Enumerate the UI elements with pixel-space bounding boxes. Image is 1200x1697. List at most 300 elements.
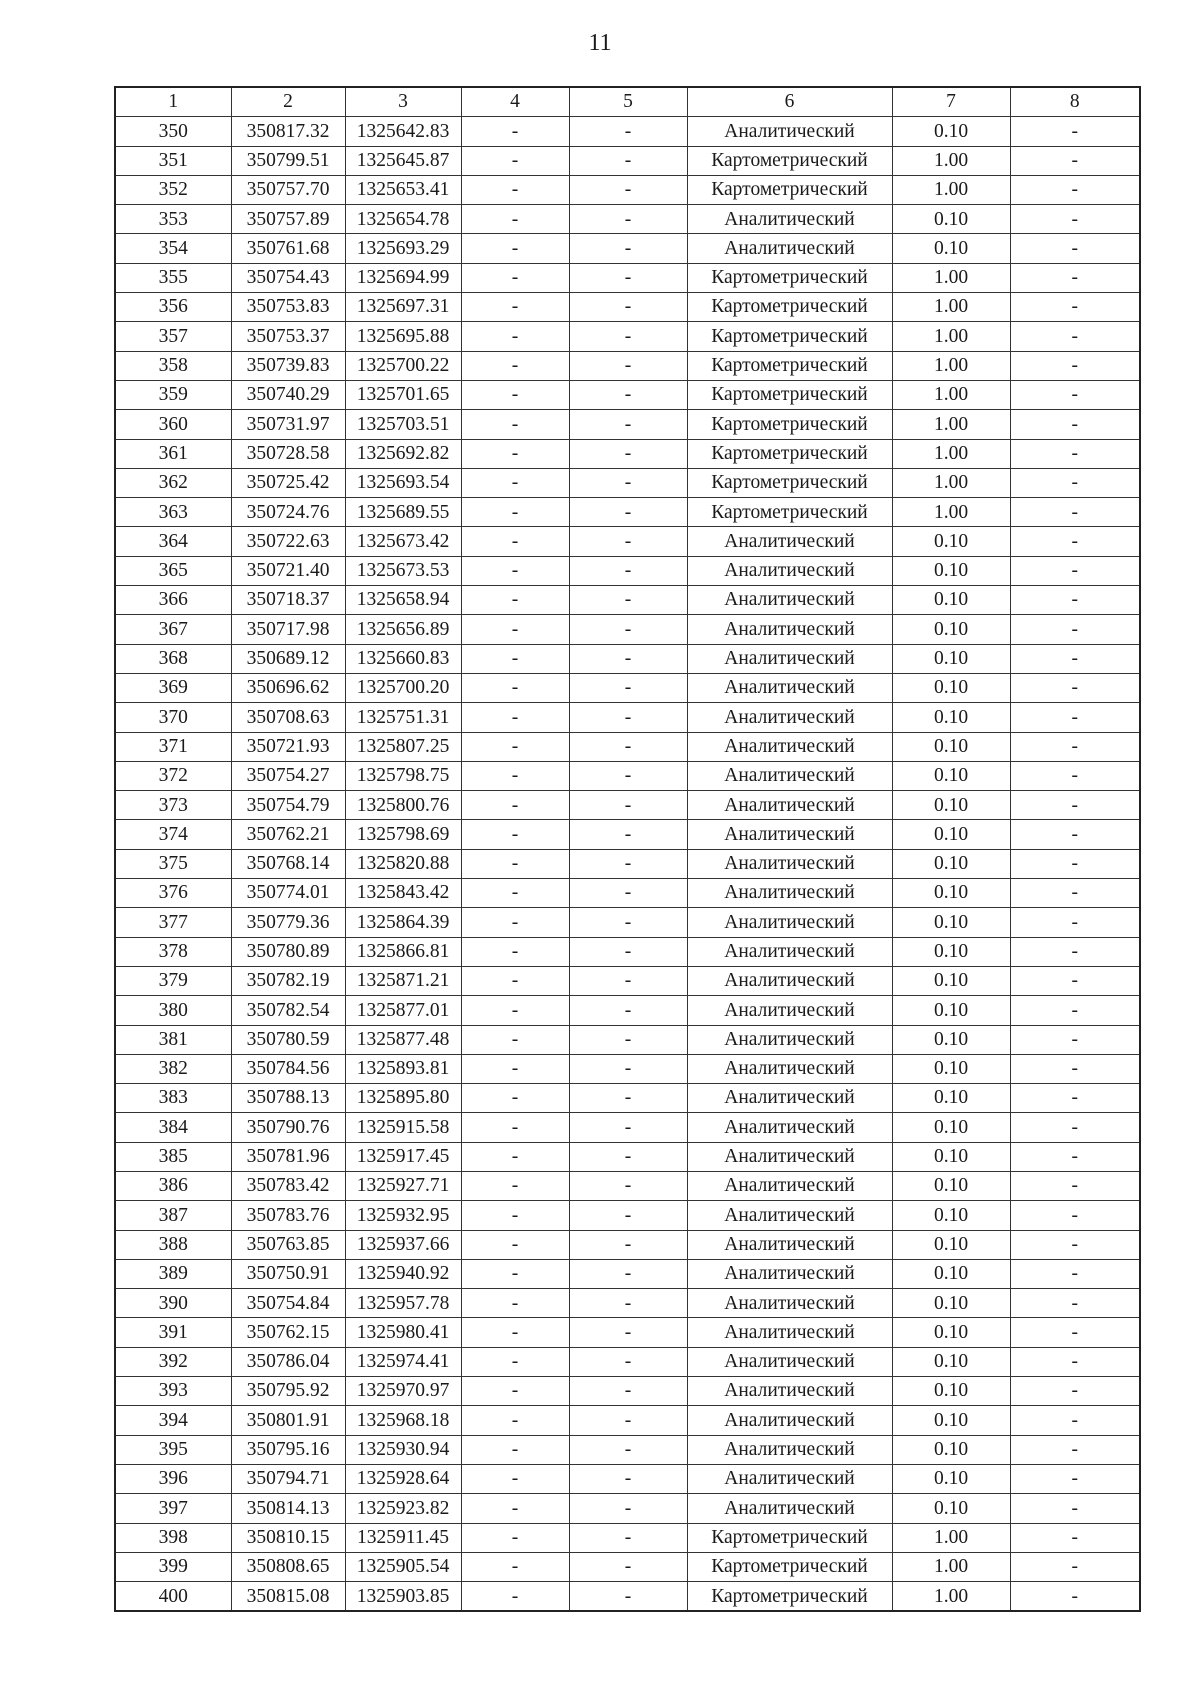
col8-cell: -: [1010, 732, 1140, 761]
table-row: [115, 1347, 1140, 1376]
method-cell: Аналитический: [687, 1201, 892, 1230]
method-cell: Аналитический: [687, 1259, 892, 1288]
col4-cell: -: [461, 175, 569, 204]
col5-cell: -: [569, 1201, 687, 1230]
x-coordinate-cell: 350788.13: [231, 1084, 345, 1113]
method-cell: Аналитический: [687, 937, 892, 966]
y-coordinate-cell: 1325697.31: [345, 293, 461, 322]
col4-cell: -: [461, 117, 569, 146]
col5-cell: -: [569, 322, 687, 351]
table-row: [115, 879, 1140, 908]
table-row: [115, 498, 1140, 527]
col5-cell: -: [569, 1230, 687, 1259]
method-cell: Аналитический: [687, 644, 892, 673]
method-cell: Аналитический: [687, 556, 892, 585]
accuracy-cell: 1.00: [892, 263, 1010, 292]
method-cell: Аналитический: [687, 1318, 892, 1347]
accuracy-cell: 1.00: [892, 146, 1010, 175]
table-row: [115, 293, 1140, 322]
point-number-cell: 355: [115, 263, 231, 292]
method-cell: Аналитический: [687, 615, 892, 644]
col8-cell: -: [1010, 1113, 1140, 1142]
method-cell: Аналитический: [687, 1435, 892, 1464]
y-coordinate-cell: 1325658.94: [345, 586, 461, 615]
point-number-cell: 396: [115, 1464, 231, 1493]
method-cell: Картометрический: [687, 468, 892, 497]
method-cell: Аналитический: [687, 1494, 892, 1523]
accuracy-cell: 0.10: [892, 1113, 1010, 1142]
col4-cell: -: [461, 234, 569, 263]
y-coordinate-cell: 1325917.45: [345, 1142, 461, 1171]
accuracy-cell: 1.00: [892, 322, 1010, 351]
method-cell: Картометрический: [687, 351, 892, 380]
col4-cell: -: [461, 439, 569, 468]
accuracy-cell: 1.00: [892, 498, 1010, 527]
accuracy-cell: 0.10: [892, 1084, 1010, 1113]
x-coordinate-cell: 350754.84: [231, 1289, 345, 1318]
col4-cell: -: [461, 586, 569, 615]
x-coordinate-cell: 350731.97: [231, 410, 345, 439]
y-coordinate-cell: 1325798.75: [345, 761, 461, 790]
col4-cell: -: [461, 1377, 569, 1406]
table-row: [115, 1435, 1140, 1464]
col8-cell: -: [1010, 1435, 1140, 1464]
col5-cell: -: [569, 263, 687, 292]
method-cell: Аналитический: [687, 527, 892, 556]
point-number-cell: 379: [115, 966, 231, 995]
point-number-cell: 380: [115, 996, 231, 1025]
accuracy-cell: 0.10: [892, 908, 1010, 937]
method-cell: Аналитический: [687, 732, 892, 761]
x-coordinate-cell: 350762.21: [231, 820, 345, 849]
coordinates-table: [114, 86, 1141, 1612]
x-coordinate-cell: 350795.92: [231, 1377, 345, 1406]
y-coordinate-cell: 1325800.76: [345, 791, 461, 820]
accuracy-cell: 0.10: [892, 1464, 1010, 1493]
col8-cell: -: [1010, 527, 1140, 556]
accuracy-cell: 0.10: [892, 1201, 1010, 1230]
y-coordinate-cell: 1325980.41: [345, 1318, 461, 1347]
accuracy-cell: 1.00: [892, 1552, 1010, 1581]
accuracy-cell: 0.10: [892, 644, 1010, 673]
col5-cell: -: [569, 1435, 687, 1464]
col8-cell: -: [1010, 673, 1140, 702]
x-coordinate-cell: 350754.27: [231, 761, 345, 790]
col4-cell: -: [461, 849, 569, 878]
table-row: [115, 1523, 1140, 1552]
col5-cell: -: [569, 439, 687, 468]
point-number-cell: 373: [115, 791, 231, 820]
table-row: [115, 1054, 1140, 1083]
accuracy-cell: 0.10: [892, 996, 1010, 1025]
x-coordinate-cell: 350696.62: [231, 673, 345, 702]
col4-cell: -: [461, 1201, 569, 1230]
col4-cell: -: [461, 527, 569, 556]
y-coordinate-cell: 1325798.69: [345, 820, 461, 849]
table-row: [115, 1552, 1140, 1581]
col8-cell: -: [1010, 1084, 1140, 1113]
point-number-cell: 400: [115, 1582, 231, 1612]
point-number-cell: 350: [115, 117, 231, 146]
x-coordinate-cell: 350795.16: [231, 1435, 345, 1464]
col8-cell: -: [1010, 1377, 1140, 1406]
col5-cell: -: [569, 879, 687, 908]
col8-cell: -: [1010, 556, 1140, 585]
x-coordinate-cell: 350790.76: [231, 1113, 345, 1142]
point-number-cell: 361: [115, 439, 231, 468]
y-coordinate-cell: 1325911.45: [345, 1523, 461, 1552]
col4-cell: -: [461, 146, 569, 175]
header-row: [115, 87, 1140, 117]
y-coordinate-cell: 1325689.55: [345, 498, 461, 527]
table-row: [115, 761, 1140, 790]
table-row: [115, 820, 1140, 849]
col4-cell: -: [461, 293, 569, 322]
y-coordinate-cell: 1325673.53: [345, 556, 461, 585]
method-cell: Аналитический: [687, 1347, 892, 1376]
col5-cell: -: [569, 791, 687, 820]
col5-cell: -: [569, 1494, 687, 1523]
x-coordinate-cell: 350768.14: [231, 849, 345, 878]
accuracy-cell: 0.10: [892, 117, 1010, 146]
x-coordinate-cell: 350708.63: [231, 703, 345, 732]
col8-cell: -: [1010, 703, 1140, 732]
col8-cell: -: [1010, 380, 1140, 409]
y-coordinate-cell: 1325692.82: [345, 439, 461, 468]
table-row: [115, 1025, 1140, 1054]
col8-cell: -: [1010, 1347, 1140, 1376]
method-cell: Картометрический: [687, 322, 892, 351]
y-coordinate-cell: 1325871.21: [345, 966, 461, 995]
table-row: [115, 556, 1140, 585]
x-coordinate-cell: 350794.71: [231, 1464, 345, 1493]
y-coordinate-cell: 1325693.54: [345, 468, 461, 497]
col4-cell: -: [461, 1142, 569, 1171]
col4-cell: -: [461, 1347, 569, 1376]
col8-cell: -: [1010, 1318, 1140, 1347]
method-cell: Аналитический: [687, 849, 892, 878]
method-cell: Картометрический: [687, 380, 892, 409]
col4-cell: -: [461, 1084, 569, 1113]
table-row: [115, 527, 1140, 556]
point-number-cell: 397: [115, 1494, 231, 1523]
point-number-cell: 367: [115, 615, 231, 644]
col8-cell: -: [1010, 1142, 1140, 1171]
y-coordinate-cell: 1325974.41: [345, 1347, 461, 1376]
method-cell: Аналитический: [687, 879, 892, 908]
col5-cell: -: [569, 1289, 687, 1318]
column-header-2: 2: [231, 87, 345, 117]
method-cell: Аналитический: [687, 820, 892, 849]
point-number-cell: 382: [115, 1054, 231, 1083]
method-cell: Аналитический: [687, 908, 892, 937]
col8-cell: -: [1010, 1406, 1140, 1435]
accuracy-cell: 0.10: [892, 527, 1010, 556]
y-coordinate-cell: 1325645.87: [345, 146, 461, 175]
x-coordinate-cell: 350782.54: [231, 996, 345, 1025]
method-cell: Аналитический: [687, 966, 892, 995]
x-coordinate-cell: 350725.42: [231, 468, 345, 497]
point-number-cell: 354: [115, 234, 231, 263]
col5-cell: -: [569, 1552, 687, 1581]
method-cell: Аналитический: [687, 1025, 892, 1054]
col5-cell: -: [569, 1523, 687, 1552]
table-row: [115, 732, 1140, 761]
col8-cell: -: [1010, 1171, 1140, 1200]
method-cell: Аналитический: [687, 1113, 892, 1142]
column-header-4: 4: [461, 87, 569, 117]
accuracy-cell: 0.10: [892, 1347, 1010, 1376]
y-coordinate-cell: 1325642.83: [345, 117, 461, 146]
y-coordinate-cell: 1325957.78: [345, 1289, 461, 1318]
x-coordinate-cell: 350786.04: [231, 1347, 345, 1376]
col4-cell: -: [461, 1523, 569, 1552]
col4-cell: -: [461, 322, 569, 351]
table-row: [115, 175, 1140, 204]
x-coordinate-cell: 350780.59: [231, 1025, 345, 1054]
x-coordinate-cell: 350763.85: [231, 1230, 345, 1259]
point-number-cell: 385: [115, 1142, 231, 1171]
col8-cell: -: [1010, 351, 1140, 380]
col4-cell: -: [461, 908, 569, 937]
point-number-cell: 390: [115, 1289, 231, 1318]
x-coordinate-cell: 350815.08: [231, 1582, 345, 1612]
accuracy-cell: 0.10: [892, 1142, 1010, 1171]
accuracy-cell: 1.00: [892, 380, 1010, 409]
col4-cell: -: [461, 1289, 569, 1318]
col5-cell: -: [569, 1582, 687, 1612]
y-coordinate-cell: 1325930.94: [345, 1435, 461, 1464]
point-number-cell: 388: [115, 1230, 231, 1259]
col8-cell: -: [1010, 1025, 1140, 1054]
col5-cell: -: [569, 1464, 687, 1493]
col8-cell: -: [1010, 1289, 1140, 1318]
accuracy-cell: 1.00: [892, 293, 1010, 322]
point-number-cell: 389: [115, 1259, 231, 1288]
table-row: [115, 468, 1140, 497]
x-coordinate-cell: 350754.43: [231, 263, 345, 292]
col8-cell: -: [1010, 996, 1140, 1025]
col8-cell: -: [1010, 1582, 1140, 1612]
col5-cell: -: [569, 1025, 687, 1054]
accuracy-cell: 1.00: [892, 410, 1010, 439]
column-header-1: 1: [115, 87, 231, 117]
x-coordinate-cell: 350724.76: [231, 498, 345, 527]
accuracy-cell: 1.00: [892, 351, 1010, 380]
col4-cell: -: [461, 1113, 569, 1142]
y-coordinate-cell: 1325893.81: [345, 1054, 461, 1083]
col5-cell: -: [569, 234, 687, 263]
table-row: [115, 1289, 1140, 1318]
col4-cell: -: [461, 1406, 569, 1435]
point-number-cell: 357: [115, 322, 231, 351]
y-coordinate-cell: 1325877.01: [345, 996, 461, 1025]
x-coordinate-cell: 350779.36: [231, 908, 345, 937]
method-cell: Аналитический: [687, 1171, 892, 1200]
col8-cell: -: [1010, 117, 1140, 146]
y-coordinate-cell: 1325751.31: [345, 703, 461, 732]
x-coordinate-cell: 350808.65: [231, 1552, 345, 1581]
accuracy-cell: 0.10: [892, 820, 1010, 849]
x-coordinate-cell: 350717.98: [231, 615, 345, 644]
table-row: [115, 966, 1140, 995]
col8-cell: -: [1010, 1201, 1140, 1230]
col4-cell: -: [461, 1230, 569, 1259]
point-number-cell: 363: [115, 498, 231, 527]
y-coordinate-cell: 1325905.54: [345, 1552, 461, 1581]
accuracy-cell: 0.10: [892, 879, 1010, 908]
accuracy-cell: 0.10: [892, 761, 1010, 790]
col4-cell: -: [461, 1259, 569, 1288]
accuracy-cell: 0.10: [892, 673, 1010, 702]
col4-cell: -: [461, 1464, 569, 1493]
table-row: [115, 996, 1140, 1025]
method-cell: Картометрический: [687, 439, 892, 468]
col5-cell: -: [569, 966, 687, 995]
method-cell: Картометрический: [687, 410, 892, 439]
accuracy-cell: 1.00: [892, 1523, 1010, 1552]
col5-cell: -: [569, 1084, 687, 1113]
table-row: [115, 1318, 1140, 1347]
col4-cell: -: [461, 410, 569, 439]
table-row: [115, 1084, 1140, 1113]
col8-cell: -: [1010, 1054, 1140, 1083]
column-header-5: 5: [569, 87, 687, 117]
accuracy-cell: 1.00: [892, 1582, 1010, 1612]
col8-cell: -: [1010, 1464, 1140, 1493]
col5-cell: -: [569, 1377, 687, 1406]
col5-cell: -: [569, 908, 687, 937]
table-row: [115, 205, 1140, 234]
x-coordinate-cell: 350753.83: [231, 293, 345, 322]
point-number-cell: 368: [115, 644, 231, 673]
method-cell: Картометрический: [687, 146, 892, 175]
col4-cell: -: [461, 996, 569, 1025]
y-coordinate-cell: 1325653.41: [345, 175, 461, 204]
col5-cell: -: [569, 732, 687, 761]
col8-cell: -: [1010, 615, 1140, 644]
column-header-7: 7: [892, 87, 1010, 117]
col5-cell: -: [569, 175, 687, 204]
x-coordinate-cell: 350722.63: [231, 527, 345, 556]
method-cell: Аналитический: [687, 673, 892, 702]
point-number-cell: 374: [115, 820, 231, 849]
y-coordinate-cell: 1325700.20: [345, 673, 461, 702]
x-coordinate-cell: 350817.32: [231, 117, 345, 146]
col5-cell: -: [569, 1406, 687, 1435]
point-number-cell: 358: [115, 351, 231, 380]
point-number-cell: 392: [115, 1347, 231, 1376]
col5-cell: -: [569, 644, 687, 673]
x-coordinate-cell: 350810.15: [231, 1523, 345, 1552]
x-coordinate-cell: 350799.51: [231, 146, 345, 175]
table-header: [115, 87, 1140, 117]
point-number-cell: 366: [115, 586, 231, 615]
y-coordinate-cell: 1325866.81: [345, 937, 461, 966]
accuracy-cell: 0.10: [892, 1318, 1010, 1347]
table-row: [115, 908, 1140, 937]
col8-cell: -: [1010, 1494, 1140, 1523]
table-row: [115, 1259, 1140, 1288]
col4-cell: -: [461, 966, 569, 995]
x-coordinate-cell: 350739.83: [231, 351, 345, 380]
accuracy-cell: 0.10: [892, 205, 1010, 234]
col8-cell: -: [1010, 263, 1140, 292]
table-row: [115, 146, 1140, 175]
x-coordinate-cell: 350761.68: [231, 234, 345, 263]
accuracy-cell: 0.10: [892, 1171, 1010, 1200]
method-cell: Картометрический: [687, 263, 892, 292]
method-cell: Аналитический: [687, 234, 892, 263]
method-cell: Аналитический: [687, 761, 892, 790]
table-row: [115, 439, 1140, 468]
point-number-cell: 394: [115, 1406, 231, 1435]
col8-cell: -: [1010, 849, 1140, 878]
col5-cell: -: [569, 820, 687, 849]
col4-cell: -: [461, 673, 569, 702]
point-number-cell: 381: [115, 1025, 231, 1054]
table-row: [115, 791, 1140, 820]
col4-cell: -: [461, 498, 569, 527]
col4-cell: -: [461, 615, 569, 644]
y-coordinate-cell: 1325903.85: [345, 1582, 461, 1612]
table-row: [115, 1201, 1140, 1230]
table-body: [115, 117, 1140, 1612]
col5-cell: -: [569, 1054, 687, 1083]
y-coordinate-cell: 1325923.82: [345, 1494, 461, 1523]
method-cell: Аналитический: [687, 1084, 892, 1113]
table-row: [115, 1494, 1140, 1523]
y-coordinate-cell: 1325673.42: [345, 527, 461, 556]
x-coordinate-cell: 350721.93: [231, 732, 345, 761]
col8-cell: -: [1010, 1259, 1140, 1288]
col4-cell: -: [461, 791, 569, 820]
accuracy-cell: 0.10: [892, 1377, 1010, 1406]
method-cell: Аналитический: [687, 703, 892, 732]
col4-cell: -: [461, 1435, 569, 1464]
method-cell: Картометрический: [687, 1552, 892, 1581]
col5-cell: -: [569, 468, 687, 497]
method-cell: Аналитический: [687, 117, 892, 146]
col8-cell: -: [1010, 1523, 1140, 1552]
y-coordinate-cell: 1325694.99: [345, 263, 461, 292]
y-coordinate-cell: 1325656.89: [345, 615, 461, 644]
method-cell: Аналитический: [687, 205, 892, 234]
col4-cell: -: [461, 820, 569, 849]
col5-cell: -: [569, 849, 687, 878]
col5-cell: -: [569, 1259, 687, 1288]
x-coordinate-cell: 350783.42: [231, 1171, 345, 1200]
table-row: [115, 1113, 1140, 1142]
point-number-cell: 377: [115, 908, 231, 937]
method-cell: Картометрический: [687, 1582, 892, 1612]
y-coordinate-cell: 1325660.83: [345, 644, 461, 673]
point-number-cell: 359: [115, 380, 231, 409]
table-row: [115, 586, 1140, 615]
col5-cell: -: [569, 586, 687, 615]
x-coordinate-cell: 350784.56: [231, 1054, 345, 1083]
col5-cell: -: [569, 996, 687, 1025]
point-number-cell: 387: [115, 1201, 231, 1230]
point-number-cell: 376: [115, 879, 231, 908]
x-coordinate-cell: 350783.76: [231, 1201, 345, 1230]
x-coordinate-cell: 350814.13: [231, 1494, 345, 1523]
table-row: [115, 1464, 1140, 1493]
column-header-8: 8: [1010, 87, 1140, 117]
method-cell: Аналитический: [687, 996, 892, 1025]
y-coordinate-cell: 1325820.88: [345, 849, 461, 878]
point-number-cell: 352: [115, 175, 231, 204]
